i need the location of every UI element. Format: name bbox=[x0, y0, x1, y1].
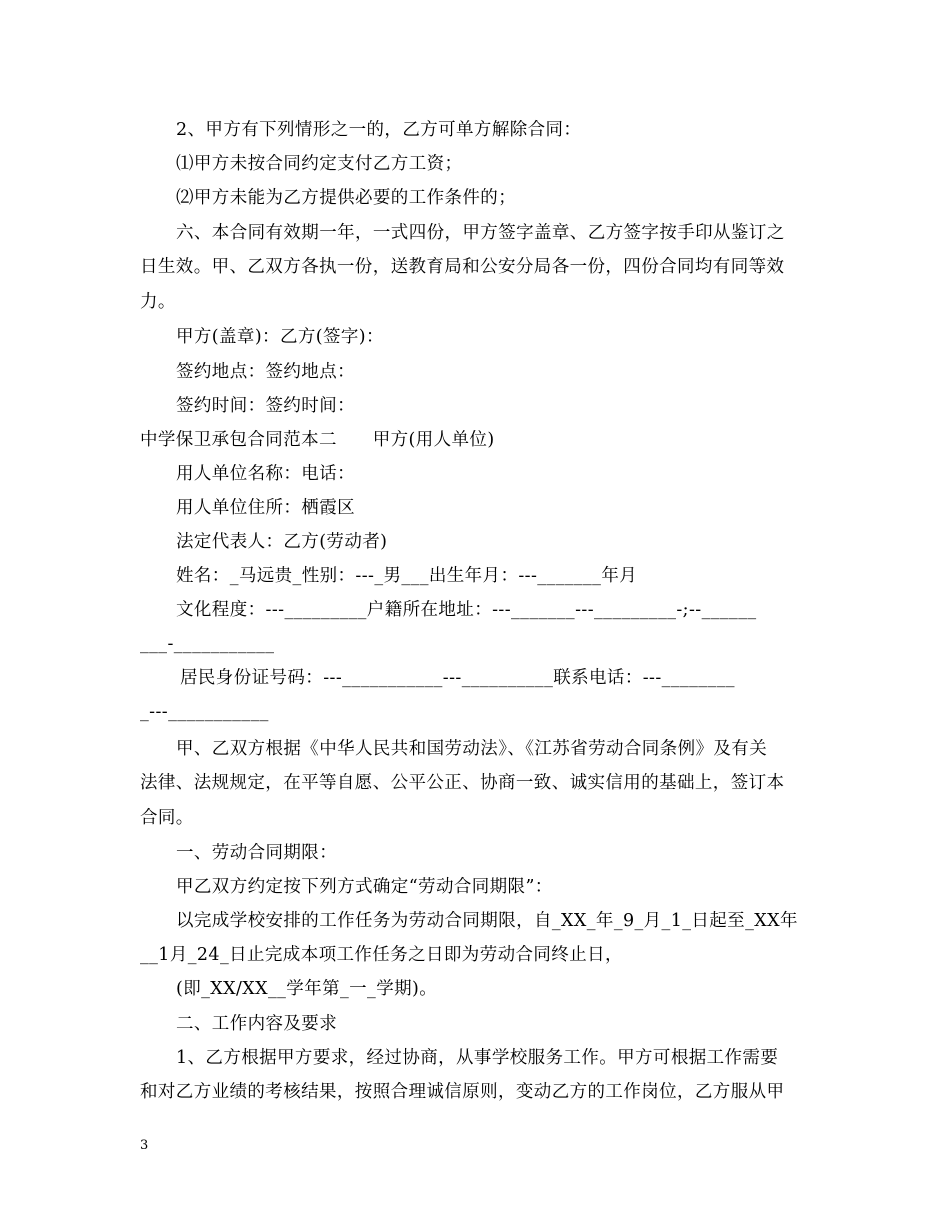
text-line: _---___________ bbox=[140, 702, 269, 722]
text-line: 用人单位住所：栖霞区 bbox=[176, 498, 355, 518]
page-number: 3 bbox=[140, 1138, 149, 1153]
text-line: 以完成学校安排的工作任务为劳动合同期限，自_XX_年_9_月_1_日起至_XX年 bbox=[176, 911, 798, 931]
text-line: 法律、法规规定，在平等自愿、公平公正、协商一致、诚实信用的基础上，签订本 bbox=[140, 773, 785, 793]
section-heading: 中学保卫承包合同范本二 甲方(用人单位) bbox=[140, 430, 495, 450]
text-line: 甲方(盖章)：乙方(签字)： bbox=[176, 327, 384, 347]
text-line: 2、甲方有下列情形之一的，乙方可单方解除合同： bbox=[176, 120, 582, 140]
text-line: 法定代表人：乙方(劳动者) bbox=[176, 532, 388, 552]
text-line: 用人单位名称：电话： bbox=[176, 464, 355, 484]
text-line: 居民身份证号码：---___________---__________联系电话：---________ bbox=[180, 668, 735, 688]
text-line: 和对乙方业绩的考核结果，按照合理诚信原则，变动乙方的工作岗位，乙方服从甲 bbox=[140, 1082, 785, 1102]
text-line: 日生效。甲、乙双方各执一份，送教育局和公安分局各一份，四份合同均有同等效 bbox=[140, 257, 785, 277]
text-line: 合同。 bbox=[140, 808, 194, 828]
text-line: ⑵甲方未能为乙方提供必要的工作条件的； bbox=[176, 188, 517, 208]
text-line: 签约时间：签约时间： bbox=[176, 396, 355, 416]
text-line: 甲乙双方约定按下列方式确定“劳动合同期限”： bbox=[176, 877, 553, 897]
text-line: 六、本合同有效期一年，一式四份，甲方签字盖章、乙方签字按手印从鉴订之 bbox=[176, 223, 785, 243]
text-line: 力。 bbox=[140, 292, 176, 312]
text-line: 文化程度：---_________户籍所在地址：---_______---_________-;--______ bbox=[176, 600, 757, 620]
text-line: 一、劳动合同期限： bbox=[176, 843, 338, 863]
text-line: __1月_24_日止完成本项工作任务之日即为劳动合同终止日， bbox=[140, 945, 623, 965]
text-line: 甲、乙双方根据《中华人民共和国劳动法》、《江苏省劳动合同条例》及有关 bbox=[176, 739, 768, 759]
text-line: 姓名：_马远贵_性别：---_男___出生年月：---_______年月 bbox=[176, 566, 638, 586]
text-line: ___-___________ bbox=[140, 634, 275, 654]
text-line: 1、乙方根据甲方要求，经过协商，从事学校服务工作。甲方可根据工作需要 bbox=[176, 1048, 779, 1068]
text-line: (即_XX/XX__学年第_一_学期)。 bbox=[176, 979, 438, 999]
text-line: 二、工作内容及要求 bbox=[176, 1014, 338, 1034]
text-line: ⑴甲方未按合同约定支付乙方工资； bbox=[176, 154, 463, 174]
text-line: 签约地点：签约地点： bbox=[176, 362, 355, 382]
